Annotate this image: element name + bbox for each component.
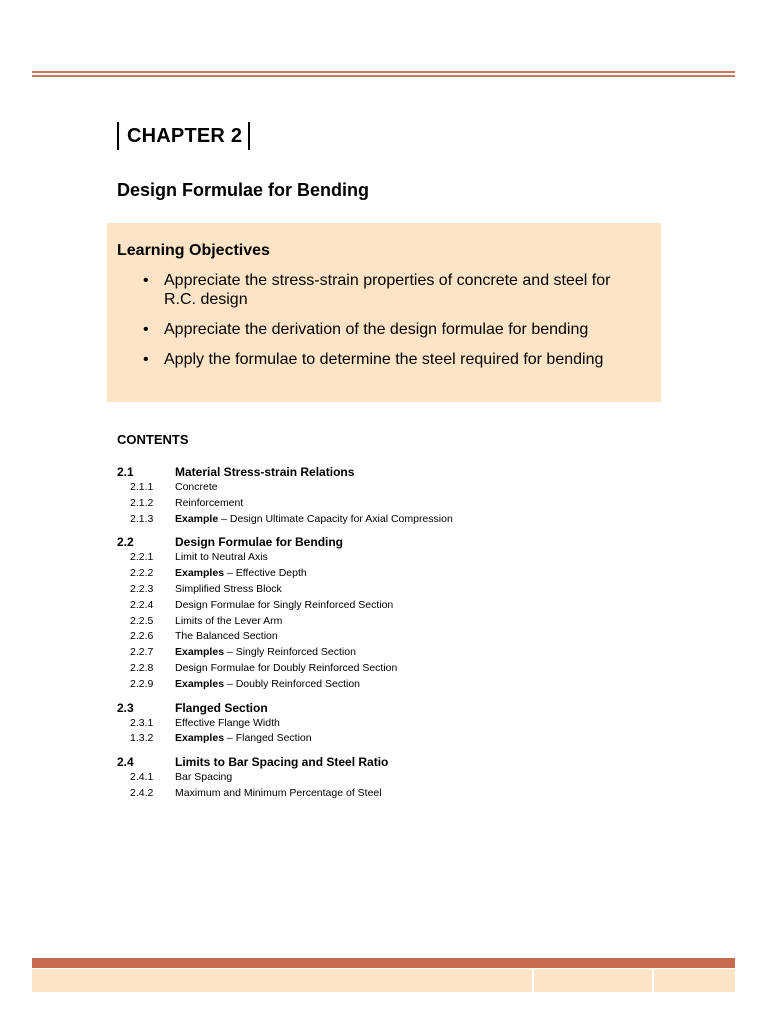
toc-subsection-number: 2.2.8	[130, 661, 154, 674]
toc-subsection-title	[175, 630, 278, 642]
objective-text: Appreciate the derivation of the design formulae for bending	[164, 321, 589, 338]
objective-text: Appreciate the stress-strain properties of concrete and steel for R.C. design	[164, 272, 611, 308]
bullet-icon: •	[143, 351, 149, 368]
toc-subsection-title	[175, 717, 280, 729]
footer-cell-left	[32, 969, 532, 992]
toc-subsection-prefix: Examples	[175, 567, 225, 580]
toc-subsection-title	[175, 646, 356, 658]
toc-subsection-number: 2.2.5	[130, 614, 154, 627]
toc-subsection-title	[175, 481, 218, 493]
toc-subsection-row	[0, 598, 768, 614]
footer-bar	[32, 969, 735, 992]
toc-subsection-number: 2.2.4	[130, 598, 154, 611]
toc-subsection-row	[0, 512, 768, 528]
chapter-bar-right	[248, 122, 250, 150]
toc-subsection-row	[0, 496, 768, 512]
toc-subsection-row	[0, 716, 768, 732]
toc-section-heading	[0, 753, 768, 770]
footer-cell-middle	[532, 969, 652, 992]
toc-subsection-row	[0, 480, 768, 496]
toc-section-heading	[0, 463, 768, 480]
toc-section-number: 2.3	[117, 700, 134, 715]
footer-band	[32, 958, 735, 968]
learning-objectives-title: Learning Objectives	[117, 242, 270, 259]
toc-subsection-text: Limit to Neutral Axis	[175, 551, 268, 564]
toc-subsection-text: Bar Spacing	[175, 771, 233, 784]
toc-section	[0, 463, 768, 527]
toc-section-title: Material Stress-strain Relations	[175, 465, 355, 479]
toc-section	[0, 753, 768, 802]
objective-item	[107, 350, 661, 369]
footer-cell-right	[652, 969, 735, 992]
toc-subsection-title	[175, 771, 232, 783]
objective-item	[107, 271, 661, 309]
toc-subsection-number: 2.2.1	[130, 551, 154, 564]
toc-subsection-row	[0, 645, 768, 661]
toc-subsection-text: – Flanged Section	[224, 732, 312, 745]
objective-item	[107, 320, 661, 339]
toc-subsection-text: Concrete	[175, 481, 218, 493]
table-of-contents	[0, 463, 768, 808]
toc-subsection-text: Design Formulae for Doubly Reinforced Section	[175, 661, 398, 674]
toc-subsection-text: – Doubly Reinforced Section	[224, 677, 361, 690]
toc-subsection-row	[0, 786, 768, 802]
toc-subsection-text: Limits of the Lever Arm	[175, 614, 283, 627]
toc-subsection-number: 2.3.1	[130, 716, 154, 729]
toc-subsection-row	[0, 677, 768, 693]
header-rule-top	[32, 71, 735, 73]
toc-section-title: Design Formulae for Bending	[175, 535, 344, 550]
toc-subsection-number: 2.2.2	[130, 567, 154, 580]
toc-subsection-number: 2.1.2	[130, 496, 154, 509]
toc-section-number: 2.4	[117, 755, 134, 770]
toc-section-number: 2.1	[117, 465, 134, 479]
toc-subsection-text: Reinforcement	[175, 496, 244, 509]
toc-subsection-text: – Effective Depth	[224, 567, 307, 580]
toc-subsection-title	[175, 513, 453, 525]
chapter-bar-left	[117, 122, 119, 150]
toc-subsection-text: The Balanced Section	[175, 630, 278, 643]
chapter-label: CHAPTER 2	[127, 124, 243, 147]
toc-subsection-text: Simplified Stress Block	[175, 582, 282, 595]
toc-subsection-text: – Design Ultimate Capacity for Axial Compression	[218, 512, 453, 525]
toc-subsection-title	[175, 567, 307, 579]
toc-section	[0, 699, 768, 748]
learning-objectives-list	[107, 271, 661, 380]
toc-subsection-title	[175, 599, 393, 611]
toc-subsection-number: 2.2.9	[130, 677, 154, 690]
bullet-icon: •	[143, 321, 149, 338]
toc-subsection-number: 2.4.2	[130, 786, 154, 799]
toc-subsection-title	[175, 615, 282, 627]
toc-subsection-row	[0, 614, 768, 630]
toc-subsection-row	[0, 770, 768, 786]
toc-subsection-prefix: Examples	[175, 646, 225, 659]
toc-subsection-text: Effective Flange Width	[175, 716, 280, 729]
bullet-icon: •	[143, 272, 149, 289]
toc-subsection-row	[0, 582, 768, 598]
objective-text: Apply the formulae to determine the steel required for bending	[164, 351, 604, 368]
toc-subsection-row	[0, 661, 768, 677]
toc-subsection-title	[175, 678, 360, 690]
toc-subsection-number: 2.1.3	[130, 512, 154, 525]
toc-subsection-text: Maximum and Minimum Percentage of Steel	[175, 786, 382, 799]
chapter-title: Design Formulae for Bending	[117, 180, 370, 200]
toc-section-heading	[0, 533, 768, 550]
toc-subsection-title	[175, 497, 243, 509]
toc-subsection-number: 2.1.1	[130, 481, 154, 493]
toc-subsection-row	[0, 550, 768, 566]
toc-subsection-title	[175, 583, 282, 595]
header-rule-bottom	[32, 75, 735, 77]
learning-objectives-box	[107, 223, 661, 402]
toc-subsection-prefix: Example	[175, 512, 219, 525]
toc-subsection-title	[175, 787, 382, 799]
toc-subsection-text: Design Formulae for Singly Reinforced Section	[175, 598, 394, 611]
toc-subsection-title	[175, 551, 268, 563]
toc-subsection-row	[0, 731, 768, 747]
toc-subsection-number: 1.3.2	[130, 732, 154, 745]
toc-section-title: Flanged Section	[175, 700, 268, 715]
toc-subsection-title	[175, 662, 397, 674]
toc-section	[0, 533, 768, 692]
toc-section-title: Limits to Bar Spacing and Steel Ratio	[175, 755, 389, 770]
toc-subsection-number: 2.2.3	[130, 582, 154, 595]
toc-subsection-prefix: Examples	[175, 677, 225, 690]
toc-subsection-number: 2.2.7	[130, 646, 154, 659]
toc-subsection-number: 2.2.6	[130, 630, 154, 643]
toc-subsection-text: – Singly Reinforced Section	[224, 646, 356, 659]
toc-section-heading	[0, 699, 768, 716]
toc-subsection-row	[0, 566, 768, 582]
contents-title: CONTENTS	[117, 432, 189, 447]
toc-subsection-number: 2.4.1	[130, 771, 154, 784]
toc-subsection-prefix: Examples	[175, 732, 225, 745]
toc-section-number: 2.2	[117, 535, 134, 550]
toc-subsection-row	[0, 629, 768, 645]
chapter-heading	[117, 121, 250, 151]
toc-subsection-title	[175, 732, 312, 744]
